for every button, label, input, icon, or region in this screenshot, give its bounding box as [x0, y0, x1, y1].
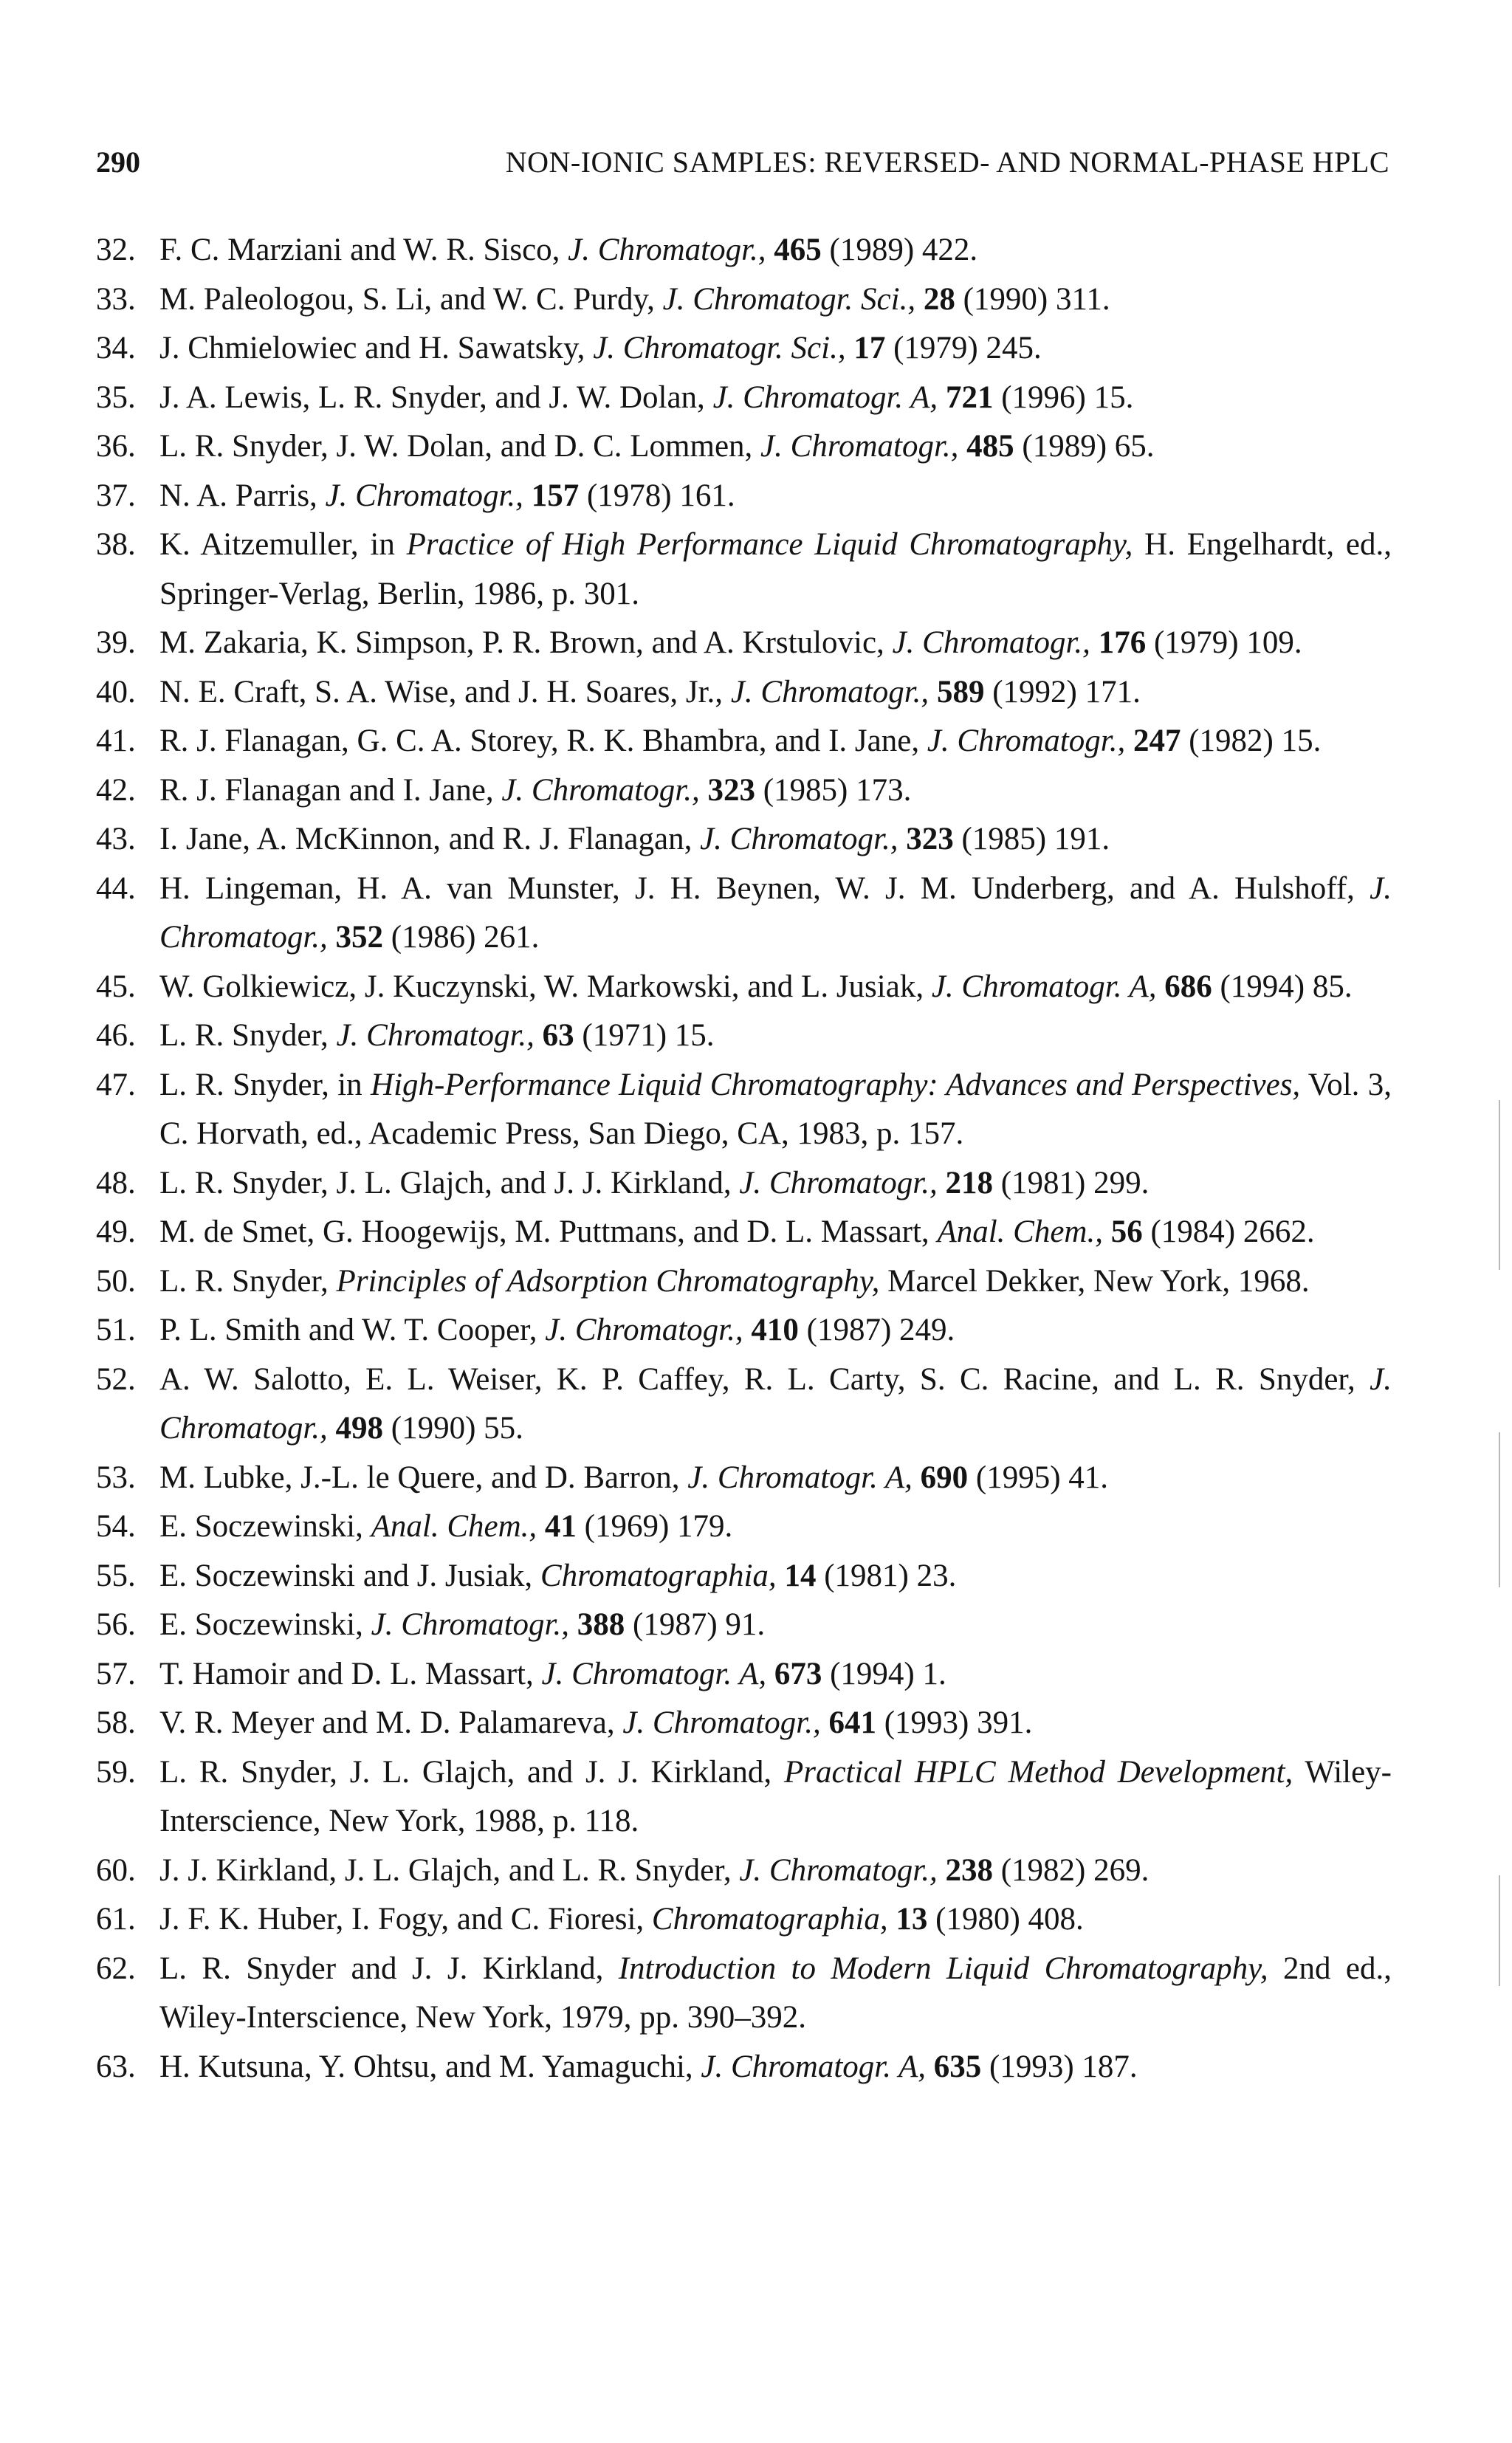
reference-text-segment: (1994) 85.: [1212, 969, 1353, 1004]
reference-volume: 498: [335, 1411, 384, 1446]
reference-volume: 17: [853, 331, 886, 365]
scan-edge-mark: [1499, 1875, 1500, 1986]
reference-text-segment: H. Kutsuna, Y. Ohtsu, and M. Yamaguchi,: [159, 2049, 701, 2084]
reference-text-segment: (1985) 191.: [953, 822, 1110, 856]
reference-text: [159, 1460, 1108, 1495]
reference-text-segment: 2nd ed., Wiley-Interscience, New York, 1979, pp. 390–392.: [159, 1951, 1392, 2035]
reference-source-title: Anal. Chem.,: [371, 1509, 537, 1544]
reference-number: 60.: [96, 1852, 136, 1888]
reference-text: [159, 822, 1110, 856]
reference-text-segment: V. R. Meyer and M. D. Palamareva,: [159, 1705, 623, 1740]
reference-text-segment: [929, 675, 937, 709]
reference-text-segment: [821, 1705, 829, 1740]
reference-text-segment: J. J. Kirkland, J. L. Glajch, and L. R. Snyder,: [159, 1852, 740, 1888]
reference-text-segment: (1980) 408.: [927, 1902, 1084, 1937]
reference-text-segment: (1987) 249.: [798, 1313, 955, 1347]
reference-source-title: J. Chromatogr. Sci.,: [593, 331, 846, 365]
scan-edge-mark: [1499, 1432, 1500, 1587]
reference-text-segment: (1981) 23.: [816, 1558, 957, 1593]
reference-volume: 157: [531, 478, 580, 513]
reference-source-title: J. Chromatogr.,: [371, 1607, 569, 1642]
reference-text: [159, 1559, 956, 1593]
reference-source-title: J. Chromatogr. A,: [701, 2049, 927, 2084]
reference-text-segment: L. R. Snyder, J. W. Dolan, and D. C. Lommen,: [159, 429, 761, 464]
reference-text: [159, 773, 911, 808]
reference-volume: 589: [936, 674, 985, 709]
reference-source-title: J. Chromatogr.,: [336, 1018, 535, 1053]
reference-item: [96, 1454, 1392, 1503]
reference-source-title: J. Chromatogr.,: [739, 1165, 938, 1200]
reference-text-segment: (1996) 15.: [993, 379, 1134, 415]
reference-number: 63.: [96, 2049, 136, 2084]
reference-source-title: J. Chromatogr.,: [700, 822, 898, 856]
reference-source-title: Principles of Adsorption Chromatography,: [336, 1263, 880, 1299]
reference-text-segment: N. A. Parris,: [159, 478, 326, 513]
reference-text: [159, 1509, 732, 1544]
reference-text: [159, 1607, 765, 1642]
reference-text: [159, 1264, 1310, 1299]
reference-source-title: J. Chromatogr.,: [760, 429, 959, 464]
reference-item: [96, 766, 1392, 816]
reference-number: 61.: [96, 1902, 136, 1937]
reference-item: [96, 1895, 1392, 1945]
reference-volume: 63: [542, 1018, 574, 1053]
reference-item: [96, 1650, 1392, 1700]
reference-text: [159, 1853, 1149, 1888]
reference-number: 49.: [96, 1214, 136, 1249]
reference-source-title: J. Chromatogr.,: [568, 233, 766, 267]
reference-item: [96, 1208, 1392, 1257]
reference-number: 50.: [96, 1263, 136, 1299]
reference-text-segment: (1995) 41.: [968, 1460, 1109, 1495]
reference-text-segment: M. de Smet, G. Hoogewijs, M. Puttmans, and D. L. Massart,: [159, 1214, 938, 1249]
reference-number: 51.: [96, 1313, 136, 1347]
reference-text-segment: M. Lubke, J.-L. le Quere, and D. Barron,: [159, 1460, 688, 1495]
reference-volume: 388: [577, 1607, 625, 1642]
reference-number: 36.: [96, 429, 136, 464]
reference-number: 62.: [96, 1951, 136, 1986]
reference-source-title: J. Chromatogr.,: [892, 625, 1090, 660]
reference-text-segment: [926, 2049, 934, 2084]
reference-item: [96, 2043, 1392, 2092]
reference-text-segment: F. C. Marziani and W. R. Sisco,: [159, 233, 568, 267]
reference-number: 33.: [96, 281, 136, 317]
reference-text-segment: [535, 1018, 543, 1053]
reference-text: [159, 429, 1155, 464]
reference-source-title: J. Chromatogr.,: [325, 478, 523, 513]
reference-item: [96, 1846, 1392, 1896]
reference-number: 56.: [96, 1607, 136, 1642]
reference-source-title: J. Chromatogr.,: [545, 1313, 743, 1347]
reference-text-segment: [938, 1853, 946, 1888]
reference-number: 42.: [96, 772, 136, 808]
reference-text-segment: [766, 1657, 774, 1691]
reference-list: [96, 226, 1392, 2092]
reference-text-segment: [898, 822, 906, 856]
reference-volume: 176: [1098, 625, 1147, 660]
reference-text-segment: L. R. Snyder, in: [159, 1067, 371, 1102]
reference-number: 53.: [96, 1460, 136, 1495]
reference-text-segment: [1103, 1214, 1111, 1249]
reference-text: [159, 331, 1042, 365]
reference-text: [159, 1362, 1392, 1446]
reference-text-segment: Marcel Dekker, New York, 1968.: [879, 1263, 1310, 1299]
reference-item: [96, 963, 1392, 1012]
reference-number: 55.: [96, 1558, 136, 1593]
reference-number: 41.: [96, 724, 136, 758]
reference-number: 43.: [96, 822, 136, 856]
reference-text-segment: R. J. Flanagan and I. Jane,: [159, 772, 502, 808]
reference-text: [159, 969, 1353, 1004]
reference-volume: 218: [945, 1165, 993, 1200]
reference-volume: 635: [933, 2049, 982, 2084]
reference-source-title: J. Chromatogr. A,: [541, 1656, 767, 1691]
reference-text-segment: [1090, 625, 1099, 660]
reference-source-title: J. Chromatogr. Sci.,: [662, 281, 916, 317]
reference-text-segment: (1993) 187.: [981, 2049, 1138, 2084]
reference-number: 39.: [96, 625, 136, 660]
reference-number: 35.: [96, 379, 136, 415]
reference-text-segment: [700, 773, 708, 808]
reference-text-segment: [1125, 724, 1133, 758]
reference-text-segment: [777, 1559, 785, 1593]
reference-text-segment: H. Engelhardt, ed., Springer-Verlag, Berlin, 1986, p. 301.: [159, 527, 1392, 611]
reference-text-segment: (1993) 391.: [876, 1705, 1033, 1740]
reference-text-segment: J. A. Lewis, L. R. Snyder, and J. W. Dolan,: [159, 379, 713, 415]
reference-text-segment: J. Chmielowiec and H. Sawatsky,: [159, 331, 594, 365]
reference-source-title: J. Chromatogr.,: [739, 1852, 938, 1888]
reference-number: 40.: [96, 674, 136, 709]
reference-volume: 13: [896, 1902, 928, 1937]
reference-text-segment: [958, 429, 966, 464]
reference-item: [96, 717, 1392, 766]
reference-source-title: J. Chromatogr.,: [159, 1361, 1392, 1446]
reference-text-segment: M. Paleologou, S. Li, and W. C. Purdy,: [159, 281, 663, 317]
reference-item: [96, 1257, 1392, 1307]
reference-text-segment: Vol. 3, C. Horvath, ed., Academic Press, San Diego, CA, 1983, p. 157.: [159, 1067, 1392, 1151]
reference-text: [159, 1705, 1032, 1740]
page-number: 290: [96, 145, 140, 179]
reference-source-title: Introduction to Modern Liquid Chromatography,: [618, 1951, 1268, 1986]
reference-volume: 323: [906, 822, 954, 856]
reference-text-segment: [743, 1313, 752, 1347]
reference-item: [96, 1306, 1392, 1355]
reference-text-segment: [888, 1902, 896, 1937]
reference-text-segment: (1986) 261.: [383, 920, 540, 955]
reference-item: [96, 1601, 1392, 1650]
reference-volume: 410: [751, 1313, 799, 1347]
reference-source-title: Practical HPLC Method Development,: [783, 1754, 1293, 1790]
reference-text: [159, 380, 1133, 415]
reference-text-segment: E. Soczewinski,: [159, 1607, 371, 1642]
reference-text-segment: J. F. K. Huber, I. Fogy, and C. Fioresi,: [159, 1902, 652, 1937]
reference-item: [96, 324, 1392, 374]
reference-text-segment: [328, 920, 336, 955]
reference-number: 54.: [96, 1509, 136, 1544]
reference-item: [96, 226, 1392, 275]
reference-source-title: J. Chromatogr.,: [159, 870, 1392, 955]
reference-text-segment: (1978) 161.: [579, 478, 735, 513]
reference-item: [96, 1502, 1392, 1552]
reference-text-segment: (1994) 1.: [822, 1656, 946, 1691]
reference-text-segment: L. R. Snyder, J. L. Glajch, and J. J. Kirkland,: [159, 1165, 740, 1200]
reference-text: [159, 1902, 1084, 1937]
reference-item: [96, 619, 1392, 668]
reference-number: 37.: [96, 478, 136, 513]
reference-item: [96, 815, 1392, 865]
reference-volume: 641: [828, 1705, 876, 1740]
reference-text: [159, 1068, 1392, 1152]
reference-text: [159, 478, 735, 513]
reference-item: [96, 1355, 1392, 1454]
reference-volume: 673: [774, 1656, 822, 1691]
reference-number: 46.: [96, 1018, 136, 1053]
reference-volume: 352: [335, 920, 384, 955]
reference-text: [159, 1657, 946, 1691]
reference-number: 34.: [96, 331, 136, 365]
reference-text-segment: (1982) 15.: [1181, 724, 1322, 758]
reference-text-segment: [569, 1607, 577, 1642]
reference-text-segment: (1985) 173.: [755, 772, 912, 808]
reference-number: 45.: [96, 969, 136, 1004]
reference-text-segment: L. R. Snyder,: [159, 1018, 337, 1053]
reference-text: [159, 233, 977, 267]
scan-edge-mark: [1499, 1100, 1500, 1270]
reference-text-segment: L. R. Snyder and J. J. Kirkland,: [159, 1951, 619, 1986]
reference-text: [159, 527, 1392, 611]
reference-text-segment: [523, 478, 532, 513]
reference-text-segment: T. Hamoir and D. L. Massart,: [159, 1656, 542, 1691]
reference-item: [96, 1945, 1392, 2043]
reference-text-segment: (1989) 65.: [1014, 429, 1155, 464]
reference-text: [159, 1166, 1149, 1200]
reference-number: 59.: [96, 1754, 136, 1790]
reference-source-title: J. Chromatogr. A,: [931, 969, 1157, 1004]
reference-item: [96, 422, 1392, 472]
reference-text: [159, 1755, 1392, 1839]
reference-volume: 686: [1164, 969, 1212, 1004]
reference-item: [96, 1159, 1392, 1209]
reference-text-segment: E. Soczewinski,: [159, 1509, 371, 1544]
reference-text-segment: I. Jane, A. McKinnon, and R. J. Flanagan,: [159, 822, 701, 856]
reference-text-segment: E. Soczewinski and J. Jusiak,: [159, 1558, 540, 1593]
reference-text-segment: (1979) 109.: [1146, 625, 1302, 660]
reference-number: 47.: [96, 1067, 136, 1102]
reference-volume: 721: [945, 379, 994, 415]
reference-text-segment: (1982) 269.: [992, 1852, 1150, 1888]
reference-text-segment: (1990) 311.: [955, 281, 1110, 317]
reference-item: [96, 1748, 1392, 1846]
reference-text-segment: (1987) 91.: [625, 1607, 766, 1642]
reference-text-segment: [915, 282, 924, 317]
reference-text: [159, 1313, 955, 1347]
reference-item: [96, 472, 1392, 521]
reference-source-title: Anal. Chem.,: [937, 1214, 1103, 1249]
reference-volume: 41: [544, 1509, 577, 1544]
reference-item: [96, 865, 1392, 963]
reference-item: [96, 1552, 1392, 1601]
reference-item: [96, 1011, 1392, 1061]
reference-volume: 465: [774, 233, 822, 267]
reference-item: [96, 275, 1392, 325]
reference-item: [96, 374, 1392, 423]
reference-source-title: Chromatographia,: [540, 1558, 777, 1593]
reference-source-title: High-Performance Liquid Chromatography: Advances and Perspectives,: [371, 1067, 1301, 1102]
reference-source-title: Chromatographia,: [651, 1902, 888, 1937]
running-title: NON-IONIC SAMPLES: REVERSED- AND NORMAL-PHASE HPLC: [505, 145, 1389, 179]
reference-number: 57.: [96, 1656, 136, 1691]
reference-text-segment: (1971) 15.: [574, 1018, 715, 1053]
running-head: [96, 140, 1389, 185]
reference-item: [96, 1061, 1392, 1159]
reference-text: [159, 625, 1302, 660]
reference-volume: 247: [1133, 724, 1181, 758]
reference-source-title: J. Chromatogr. A,: [687, 1460, 913, 1495]
reference-item: [96, 1699, 1392, 1748]
reference-item: [96, 668, 1392, 718]
reference-source-title: Practice of High Performance Liquid Chromatography,: [406, 527, 1133, 562]
reference-volume: 485: [966, 429, 1014, 464]
scan-edge-marks: [1482, 0, 1512, 2443]
reference-text-segment: N. E. Craft, S. A. Wise, and J. H. Soares, Jr.,: [159, 674, 731, 709]
reference-text: [159, 1018, 715, 1053]
reference-text-segment: (1990) 55.: [383, 1411, 523, 1446]
reference-text-segment: [537, 1509, 545, 1544]
reference-volume: 323: [707, 772, 755, 808]
reference-text-segment: (1989) 422.: [821, 233, 978, 267]
reference-number: 58.: [96, 1705, 136, 1740]
reference-text: [159, 871, 1392, 955]
reference-text-segment: H. Lingeman, H. A. van Munster, J. H. Beynen, W. J. M. Underberg, and A. Hulshoff,: [159, 870, 1370, 906]
reference-volume: 56: [1110, 1214, 1143, 1249]
reference-text: [159, 675, 1141, 709]
reference-text-segment: (1981) 299.: [992, 1165, 1150, 1200]
reference-text-segment: [1156, 969, 1164, 1004]
reference-number: 32.: [96, 233, 136, 267]
reference-number: 44.: [96, 870, 136, 906]
reference-text: [159, 724, 1321, 758]
reference-text: [159, 2049, 1138, 2084]
reference-source-title: J. Chromatogr.,: [927, 724, 1126, 758]
reference-text-segment: W. Golkiewicz, J. Kuczynski, W. Markowski, and L. Jusiak,: [159, 969, 932, 1004]
reference-text-segment: [938, 380, 946, 415]
reference-text-segment: P. L. Smith and W. T. Cooper,: [159, 1313, 546, 1347]
reference-source-title: J. Chromatogr. A,: [712, 379, 938, 415]
reference-number: 52.: [96, 1361, 136, 1397]
reference-text-segment: (1984) 2662.: [1142, 1214, 1315, 1249]
reference-volume: 14: [784, 1558, 817, 1593]
reference-source-title: J. Chromatogr.,: [730, 674, 929, 709]
reference-volume: 28: [923, 281, 955, 317]
reference-text-segment: [766, 233, 774, 267]
reference-text-segment: [328, 1411, 336, 1446]
reference-source-title: J. Chromatogr.,: [622, 1705, 821, 1740]
reference-text-segment: [913, 1460, 921, 1495]
reference-item: [96, 520, 1392, 619]
reference-text-segment: M. Zakaria, K. Simpson, P. R. Brown, and A. Krstulovic,: [159, 625, 893, 660]
reference-volume: 238: [945, 1852, 993, 1888]
reference-text: [159, 282, 1110, 317]
reference-volume: 690: [920, 1460, 969, 1495]
reference-number: 48.: [96, 1165, 136, 1200]
reference-text: [159, 1951, 1392, 2035]
reference-text-segment: R. J. Flanagan, G. C. A. Storey, R. K. Bhambra, and I. Jane,: [159, 724, 927, 758]
reference-text-segment: K. Aitzemuller, in: [159, 527, 407, 562]
reference-text-segment: (1979) 245.: [885, 331, 1042, 365]
reference-text: [159, 1214, 1315, 1249]
reference-number: 38.: [96, 527, 136, 562]
reference-text-segment: (1969) 179.: [576, 1509, 733, 1544]
reference-source-title: J. Chromatogr.,: [501, 772, 700, 808]
reference-text-segment: A. W. Salotto, E. L. Weiser, K. P. Caffey, R. L. Carty, S. C. Racine, and L. R. Snyder,: [159, 1361, 1370, 1397]
reference-text-segment: Wiley-Interscience, New York, 1988, p. 118.: [159, 1754, 1392, 1838]
reference-text-segment: L. R. Snyder,: [159, 1263, 337, 1299]
reference-text-segment: [846, 331, 854, 365]
reference-text-segment: L. R. Snyder, J. L. Glajch, and J. J. Kirkland,: [159, 1754, 784, 1790]
reference-text-segment: (1992) 171.: [984, 674, 1141, 709]
reference-text-segment: [938, 1166, 946, 1200]
